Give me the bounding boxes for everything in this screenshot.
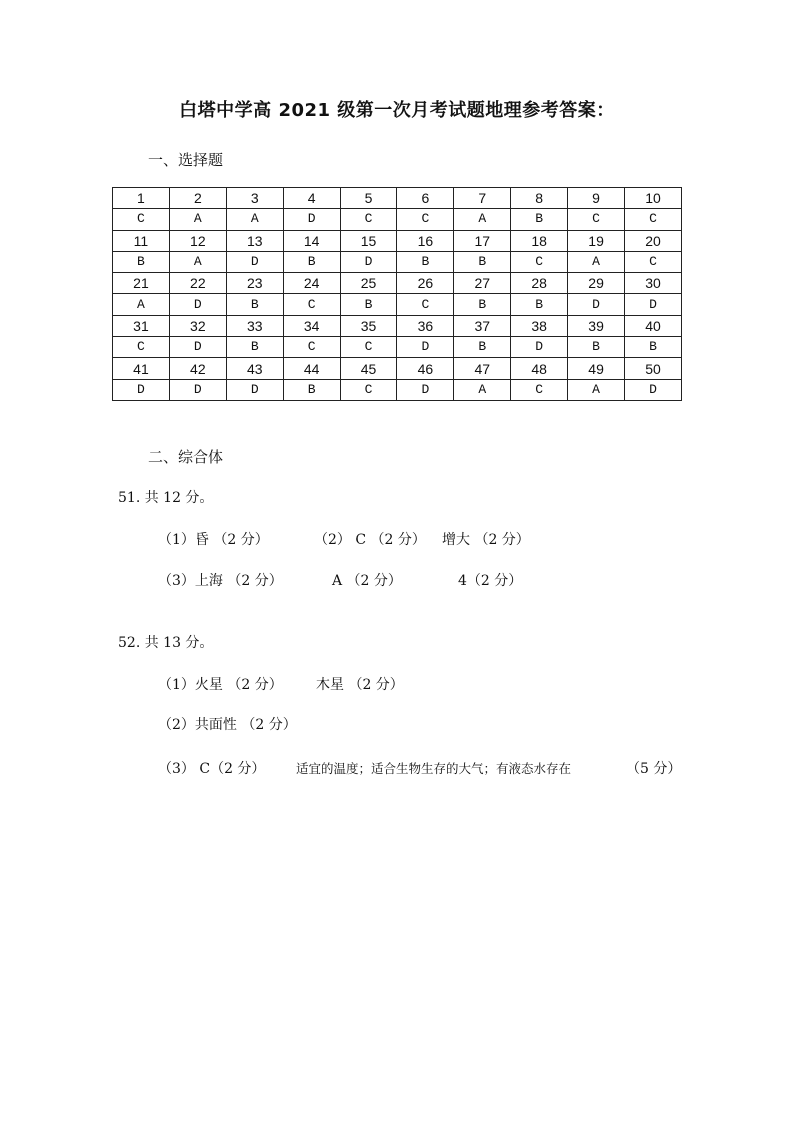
answer-cell: D	[169, 379, 226, 400]
answer-cell: B	[511, 209, 568, 230]
question-number-cell: 42	[169, 358, 226, 379]
question-number-cell: 25	[340, 273, 397, 294]
answer-cell: D	[226, 379, 283, 400]
answer-cell: B	[226, 337, 283, 358]
answer-row	[113, 337, 682, 358]
question-51-header: 51. 共 12 分。	[118, 490, 214, 506]
question-number-cell: 8	[511, 188, 568, 209]
answer-cell: C	[340, 209, 397, 230]
answer-row	[113, 379, 682, 400]
question-number-cell: 12	[169, 230, 226, 251]
answer-cell: C	[511, 379, 568, 400]
question-number-cell: 1	[113, 188, 170, 209]
answer-cell: B	[454, 251, 511, 272]
answer-cell: A	[568, 251, 625, 272]
question-number-cell: 17	[454, 230, 511, 251]
question-number-cell: 11	[113, 230, 170, 251]
question-number-cell: 36	[397, 315, 454, 336]
question-number-cell: 5	[340, 188, 397, 209]
question-number-cell: 2	[169, 188, 226, 209]
answer-cell: D	[625, 294, 682, 315]
question-number-cell: 38	[511, 315, 568, 336]
answer-cell: C	[397, 294, 454, 315]
answer-part: （5 分）	[626, 761, 682, 777]
question-number-cell: 45	[340, 358, 397, 379]
question-number-cell: 19	[568, 230, 625, 251]
question-number-cell: 41	[113, 358, 170, 379]
answer-cell: B	[454, 337, 511, 358]
answer-part: （2）共面性 （2 分）	[158, 717, 297, 733]
answer-cell: D	[169, 294, 226, 315]
question-number-cell: 15	[340, 230, 397, 251]
question-number-cell: 43	[226, 358, 283, 379]
answer-cell: B	[283, 379, 340, 400]
answer-cell: C	[283, 294, 340, 315]
question-number-cell: 20	[625, 230, 682, 251]
answer-cell: B	[568, 337, 625, 358]
answer-cell: D	[169, 337, 226, 358]
answer-cell: D	[283, 209, 340, 230]
question-number-cell: 35	[340, 315, 397, 336]
answer-cell: D	[511, 337, 568, 358]
answer-part: 4（2 分）	[458, 573, 523, 589]
answer-cell: D	[625, 379, 682, 400]
answer-cell: B	[625, 337, 682, 358]
answer-cell: D	[226, 251, 283, 272]
answer-cell: B	[113, 251, 170, 272]
question-number-cell: 40	[625, 315, 682, 336]
answer-cell: B	[397, 251, 454, 272]
question-number-cell: 34	[283, 315, 340, 336]
answer-cell: A	[169, 251, 226, 272]
question-number-cell: 44	[283, 358, 340, 379]
question-number-cell: 16	[397, 230, 454, 251]
answer-cell: A	[113, 294, 170, 315]
answer-cell: A	[169, 209, 226, 230]
question-number-cell: 27	[454, 273, 511, 294]
answer-cell: A	[226, 209, 283, 230]
question-number-cell: 23	[226, 273, 283, 294]
question-number-cell: 50	[625, 358, 682, 379]
document-title: 白塔中学高 2021 级第一次月考试题地理参考答案：	[179, 100, 615, 121]
question-number-cell: 33	[226, 315, 283, 336]
question-number-cell: 32	[169, 315, 226, 336]
section-heading-comprehensive: 二、综合体	[148, 448, 224, 466]
question-number-cell: 28	[511, 273, 568, 294]
answer-cell: A	[568, 379, 625, 400]
answer-row	[113, 294, 682, 315]
answer-part: （3） C（2 分）	[158, 761, 266, 777]
question-number-cell: 39	[568, 315, 625, 336]
answer-part: 木星 （2 分）	[316, 677, 404, 693]
answer-cell: C	[568, 209, 625, 230]
question-number-cell: 9	[568, 188, 625, 209]
question-number-cell: 14	[283, 230, 340, 251]
answer-cell: C	[397, 209, 454, 230]
answer-cell: A	[454, 379, 511, 400]
answer-cell: D	[397, 379, 454, 400]
question-number-row	[113, 315, 682, 336]
question-number-cell: 4	[283, 188, 340, 209]
answer-cell: D	[397, 337, 454, 358]
answer-row	[113, 209, 682, 230]
question-number-row	[113, 230, 682, 251]
answer-cell: A	[454, 209, 511, 230]
question-number-cell: 13	[226, 230, 283, 251]
section-heading-choice: 一、选择题	[148, 151, 224, 169]
answer-cell: D	[113, 379, 170, 400]
question-number-cell: 10	[625, 188, 682, 209]
question-number-cell: 46	[397, 358, 454, 379]
answer-cell: C	[511, 251, 568, 272]
answer-cell: B	[511, 294, 568, 315]
question-number-cell: 37	[454, 315, 511, 336]
answer-cell: C	[113, 209, 170, 230]
answer-part: 适宜的温度；适合生物生存的大气；有液态水存在	[296, 761, 572, 776]
question-number-cell: 29	[568, 273, 625, 294]
question-number-row	[113, 188, 682, 209]
answer-part: A （2 分）	[332, 573, 402, 589]
question-number-cell: 26	[397, 273, 454, 294]
answer-cell: B	[226, 294, 283, 315]
question-number-row	[113, 358, 682, 379]
question-number-cell: 31	[113, 315, 170, 336]
answer-cell: C	[340, 379, 397, 400]
question-number-cell: 49	[568, 358, 625, 379]
question-number-cell: 7	[454, 188, 511, 209]
answer-cell: B	[283, 251, 340, 272]
question-number-cell: 22	[169, 273, 226, 294]
question-number-row	[113, 273, 682, 294]
answer-cell: C	[113, 337, 170, 358]
question-number-cell: 24	[283, 273, 340, 294]
answer-cell: D	[340, 251, 397, 272]
answer-cell: B	[340, 294, 397, 315]
answer-cell: C	[340, 337, 397, 358]
question-number-cell: 30	[625, 273, 682, 294]
answer-cell: C	[283, 337, 340, 358]
answer-cell: D	[568, 294, 625, 315]
question-number-cell: 18	[511, 230, 568, 251]
answer-cell: C	[625, 209, 682, 230]
answer-part: （1）火星 （2 分）	[158, 677, 283, 693]
question-number-cell: 6	[397, 188, 454, 209]
answer-cell: B	[454, 294, 511, 315]
answer-cell: C	[625, 251, 682, 272]
question-number-cell: 48	[511, 358, 568, 379]
answer-part: （3）上海 （2 分）	[158, 573, 283, 589]
question-number-cell: 3	[226, 188, 283, 209]
question-number-cell: 21	[113, 273, 170, 294]
answer-part: （2） C （2 分）	[314, 532, 426, 548]
answer-part: 增大 （2 分）	[442, 532, 530, 548]
question-number-cell: 47	[454, 358, 511, 379]
answer-table	[112, 187, 682, 401]
question-52-header: 52. 共 13 分。	[118, 635, 214, 651]
answer-row	[113, 251, 682, 272]
answer-part: （1）昏 （2 分）	[158, 532, 269, 548]
